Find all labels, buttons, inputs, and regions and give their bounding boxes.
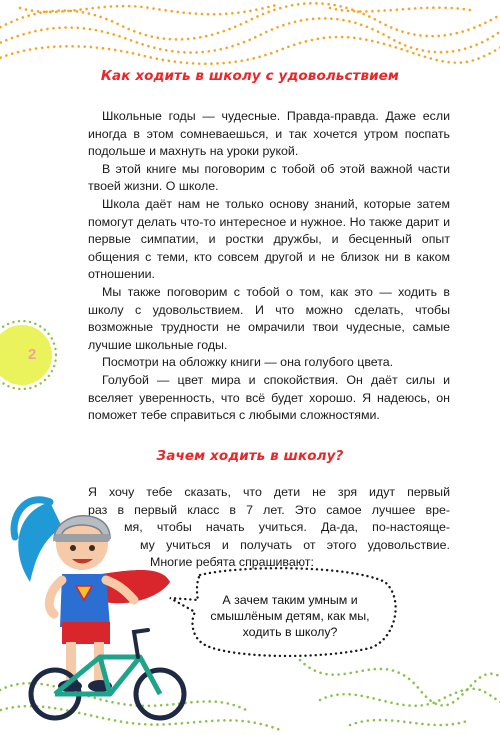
paragraph: Школа даёт нам не только основу знаний, которые затем помогут делать что-то интересное и нужное. Но также дарит и первые симпатии, и ростки дружбы, и бесценный опыт общения с теми, кто совсем другой и не близок ни в каком отношении. bbox=[88, 196, 450, 282]
heading-why-school: Зачем ходить в школу? bbox=[156, 448, 344, 464]
text-line: мя, чтобы начать учиться. Да-да, по-настояще- bbox=[124, 520, 450, 535]
paragraph: Голубой — цвет мира и спокойствия. Он даёт силы и вселяет уверенность, что всё будет хорошо. Я надеюсь, он поможет тебе справиться с любыми сложностями. bbox=[88, 372, 450, 423]
heading-main: Как ходить в школу с удовольствием bbox=[100, 68, 400, 84]
text-line: му учиться и получать от этого удовольствие. bbox=[140, 537, 450, 552]
paragraph: Мы также поговорим с тобой о том, как это — ходить в школу с удовольствием. И что можно сделать, чтобы возможные трудности не омрачили твои чудесные, самые лучшие школьные годы. bbox=[88, 284, 450, 352]
page-number: 2 bbox=[28, 346, 37, 363]
paragraph: В этой книге мы поговорим с тобой об этой важной части твоей жизни. О школе. bbox=[88, 161, 450, 194]
text-line: Многие ребята спрашивают: bbox=[150, 555, 314, 570]
speech-bubble-text: А зачем таким умным и смышлёным детям, как мы, ходить в школу? bbox=[210, 593, 370, 639]
paragraph: Посмотри на обложку книги — она голубого цвета. bbox=[102, 355, 394, 370]
text-line: Я хочу тебе сказать, что дети не зря идут первый bbox=[88, 485, 450, 499]
paragraph: Школьные годы — чудесные. Правда-правда. Даже если иногда в этом сомневаешься, и так хочется утром поспать подольше и махнуть на уроки рукой. bbox=[88, 109, 450, 159]
text-line: раз в первый класс в 7 лет. Это самое лучшее вре- bbox=[88, 502, 450, 517]
